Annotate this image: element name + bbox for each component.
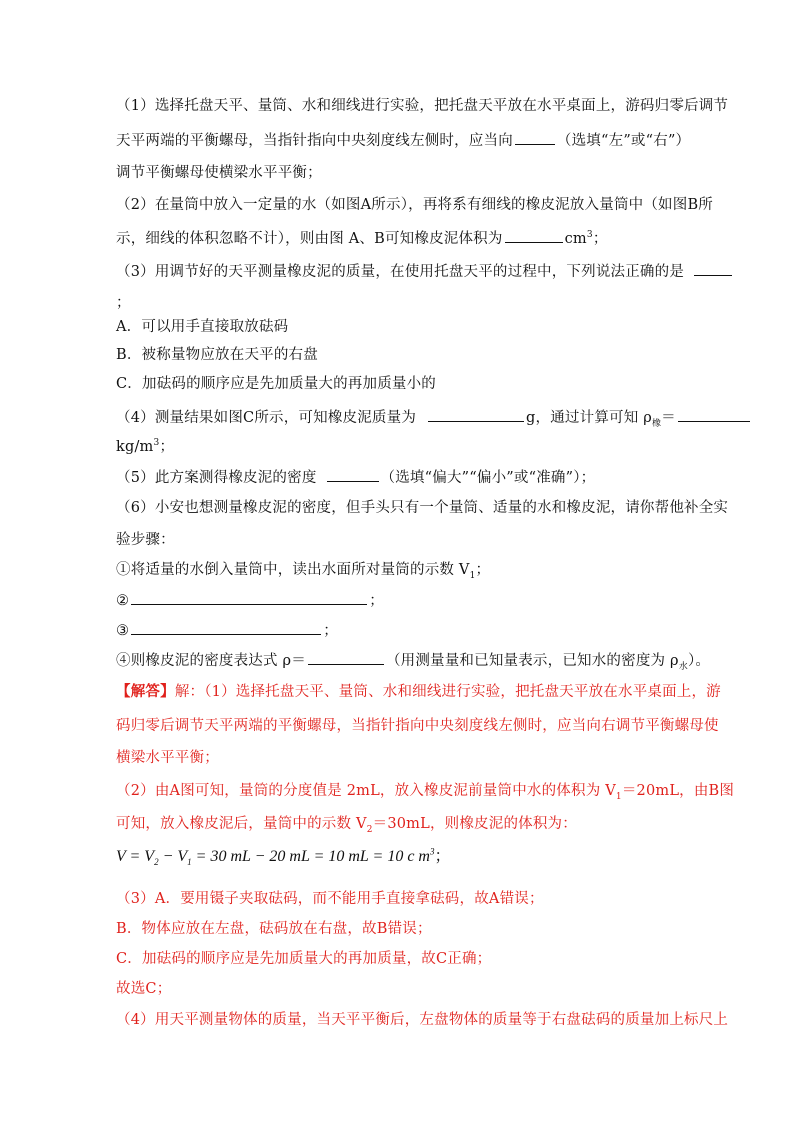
- text: （选填“左”或“右”）: [556, 133, 691, 149]
- superscript: 3: [586, 230, 593, 241]
- question-3-line-2: ；: [116, 295, 131, 311]
- question-1-line-2: [116, 130, 690, 151]
- answer-blank-3: [694, 261, 732, 276]
- text: （3）用调节好的天平测量橡皮泥的质量，在使用托盘天平的过程中，下列说法正确的是: [116, 264, 685, 280]
- text: = 30 mL − 20 mL = 10 mL = 10 c m: [191, 848, 430, 865]
- text: ；: [159, 439, 175, 455]
- answer-line-4: [116, 781, 734, 801]
- question-1-line-1: （1）选择托盘天平、量筒、水和细线进行实验，把托盘天平放在水平桌面上，游码归零后调节: [116, 98, 729, 114]
- text: ＝: [661, 410, 676, 426]
- text: V = V: [116, 848, 155, 865]
- question-5: [116, 467, 595, 488]
- subscript: 2: [366, 824, 373, 835]
- answer-line-2: 码归零后调节天平两端的平衡螺母，当指针指向中央刻度线左侧时，应当向右调节平衡螺母使: [116, 718, 719, 734]
- text: 解：（1）选择托盘天平、量筒、水和细线进行实验，把托盘天平放在水平桌面上，游: [174, 684, 721, 700]
- question-6-line-1: （6）小安也想测量橡皮泥的密度，但手头只有一个量筒、适量的水和橡皮泥，请你帮他补全实: [116, 500, 729, 516]
- answer-blank-1: [515, 130, 555, 145]
- answer-blank-2: [505, 228, 563, 243]
- text: ③: [116, 623, 130, 639]
- question-4-line-2: [116, 437, 174, 457]
- text: ＝30mL，则橡皮泥的体积为：: [372, 816, 577, 832]
- superscript: 3: [153, 438, 160, 449]
- unit: kg/m: [116, 439, 154, 455]
- subscript: 水: [678, 661, 688, 672]
- text: （用测量量和已知量表示，已知水的密度为 ρ: [385, 653, 679, 669]
- step-3: [116, 620, 338, 641]
- text: ；: [475, 562, 491, 578]
- answer-tag: 【解答】: [116, 683, 175, 700]
- text: ＝20mL，由B图: [621, 783, 735, 799]
- unit: cm: [564, 231, 587, 247]
- subscript: 橡: [651, 418, 662, 429]
- subscript: 1: [615, 791, 622, 802]
- text: ；: [369, 593, 384, 609]
- text: ①将适量的水倒入量筒中，读出水面所对量筒的示数 V: [116, 562, 470, 578]
- answer-line-10: （4）用天平测量物体的质量，当天平平衡后，左盘物体的质量等于右盘砝码的质量加上标尺上: [116, 1012, 729, 1028]
- text: （2）由A图可知，量筒的分度值是 2mL，放入橡皮泥前量筒中水的体积为 V: [116, 783, 616, 799]
- text: （选填“偏大”“偏小”或“准确”）；: [380, 470, 596, 486]
- volume-formula: [116, 846, 451, 868]
- option-b: B．被称量物应放在天平的右盘: [116, 347, 318, 363]
- subscript: 2: [154, 857, 159, 868]
- text: − V: [158, 848, 188, 865]
- step-2: [116, 590, 384, 611]
- text: 示，细线的体积忽略不计），则由图 A、B可知橡皮泥体积为: [116, 231, 503, 247]
- answer-line-3: 横梁水平平衡；: [116, 750, 219, 766]
- answer-line-1: [116, 682, 721, 702]
- text: ；: [323, 623, 338, 639]
- answer-line-5: [116, 814, 577, 834]
- option-c: C．加砝码的顺序应是先加质量大的再加质量小的: [116, 376, 436, 392]
- answer-blank-9: [308, 650, 384, 665]
- question-6-line-2: 验步骤：: [116, 532, 175, 548]
- answer-blank-7: [131, 590, 367, 605]
- step-1: [116, 560, 490, 580]
- text: ②: [116, 593, 130, 609]
- answer-blank-8: [131, 620, 321, 635]
- step-4: [116, 650, 710, 671]
- question-3-line-1: [116, 261, 734, 282]
- answer-blank-5: [678, 407, 750, 422]
- text: 可知，放入橡皮泥后，量筒中的示数 V: [116, 816, 367, 832]
- option-a: A．可以用手直接取放砝码: [116, 319, 289, 335]
- text: g，通过计算可知 ρ: [526, 410, 652, 426]
- answer-line-7: B．物体应放在左盘，砝码放在右盘，故B错误；: [116, 921, 432, 937]
- answer-line-6: （3）A．要用镊子夹取砝码，而不能用手直接拿砝码，故A错误；: [116, 891, 544, 907]
- question-2-line-1: （2）在量筒中放入一定量的水（如图A所示），再将系有细线的橡皮泥放入量筒中（如图B所: [116, 197, 713, 213]
- subscript: 1: [187, 857, 192, 868]
- question-1-line-3: 调节平衡螺母使横梁水平平衡；: [116, 165, 322, 181]
- answer-blank-6: [327, 467, 379, 482]
- text: （5）此方案测得橡皮泥的密度: [116, 470, 317, 486]
- answer-blank-4: [428, 407, 524, 422]
- text: （4）测量结果如图C所示，可知橡皮泥质量为: [116, 410, 417, 426]
- answer-line-9: 故选C；: [116, 981, 172, 997]
- answer-line-8: C．加砝码的顺序应是先加质量大的再加质量，故C正确；: [116, 951, 492, 967]
- text: ④则橡皮泥的密度表达式 ρ＝: [116, 653, 306, 669]
- text: ；: [434, 848, 451, 865]
- text: ）。: [687, 653, 711, 669]
- text: 天平两端的平衡螺母，当指针指向中央刻度线左侧时，应当向: [116, 133, 513, 149]
- question-2-line-2: [116, 228, 608, 249]
- question-4-line-1: [116, 407, 752, 428]
- superscript: 3: [429, 846, 435, 857]
- subscript: 1: [469, 570, 476, 581]
- text: ；: [592, 231, 608, 247]
